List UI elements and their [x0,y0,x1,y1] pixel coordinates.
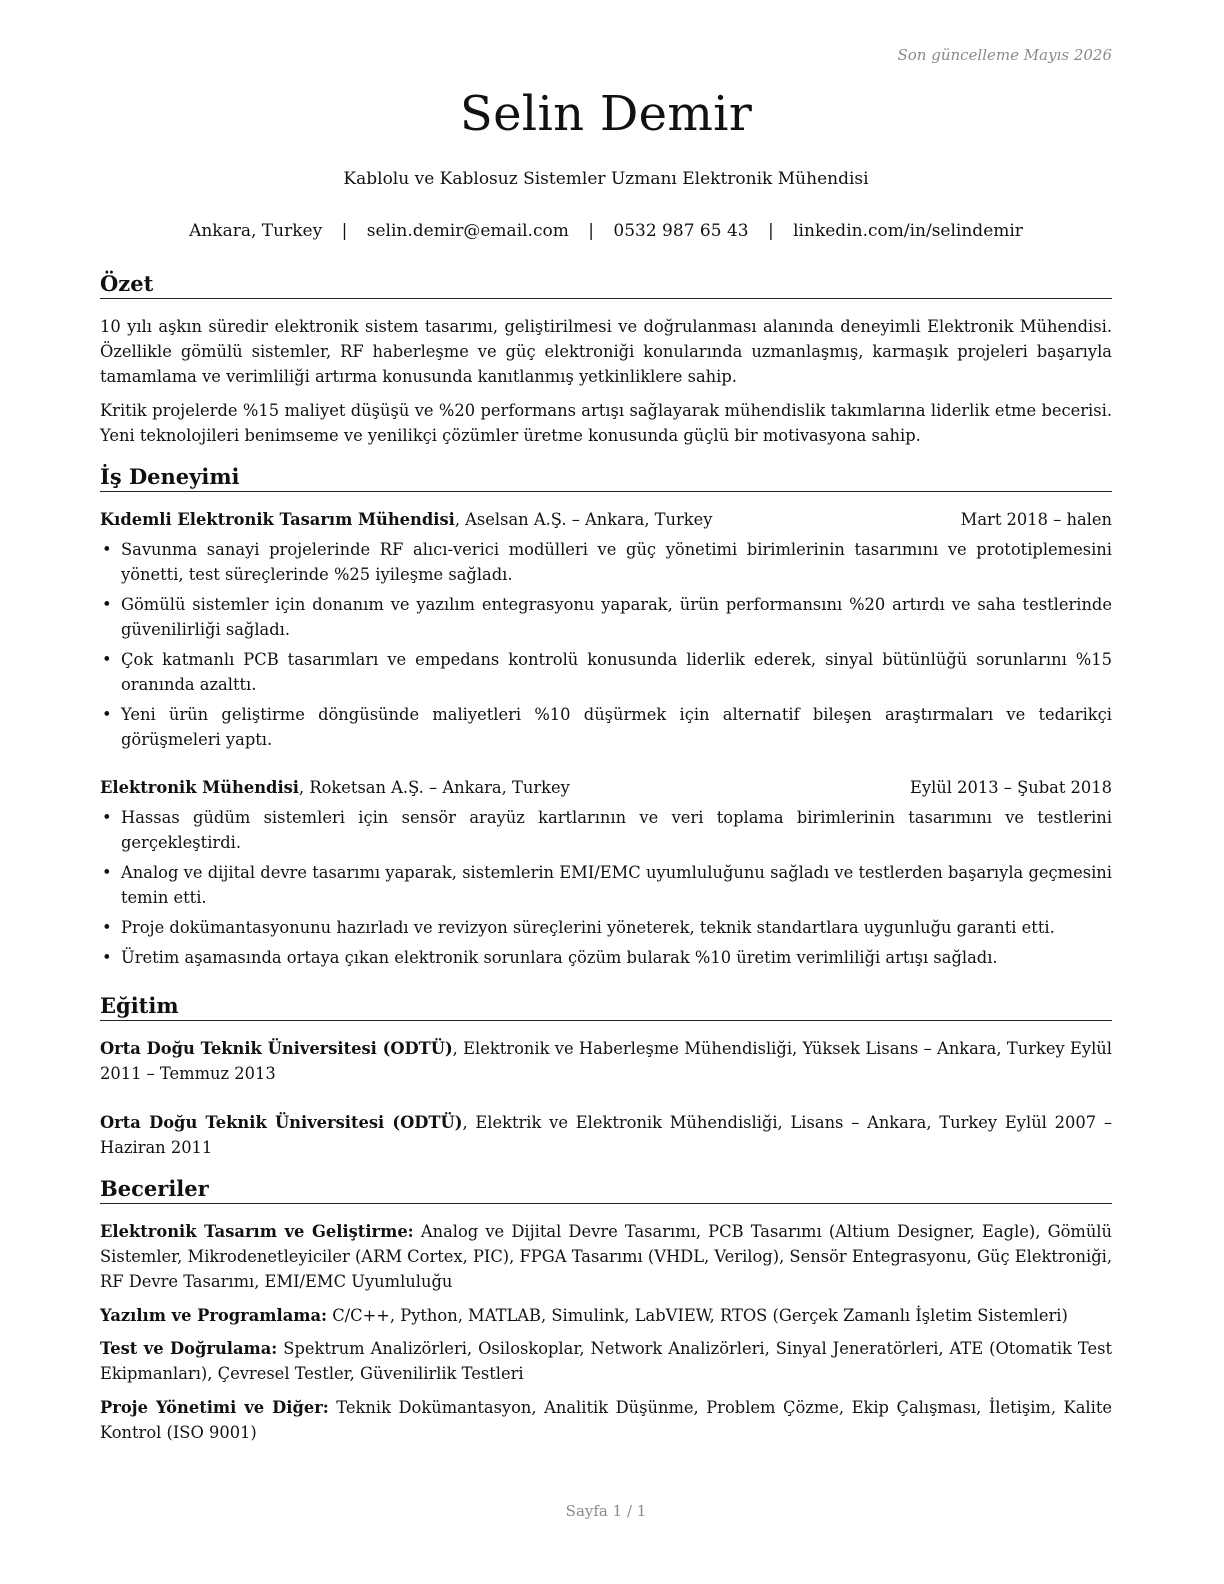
job-bullet [100,805,1112,855]
job-org: , Roketsan A.Ş. – Ankara, Turkey [298,778,570,797]
skill-group-text: Teknik Dokümantasyon, Analitik Düşünme, Problem Çözme, Ekip Çalışması, İletişim, Kalite Kontrol (ISO 9001) [100,1398,1112,1442]
education-item [100,1036,1112,1086]
skill-group [100,1219,1112,1294]
skill-group-label: Proje Yönetimi ve Diğer: [100,1398,329,1417]
skill-group-text: C/C++, Python, MATLAB, Simulink, LabVIEW, RTOS (Gerçek Zamanlı İşletim Sistemleri) [327,1306,1068,1325]
job-bullet-text: Savunma sanayi projelerinde RF alıcı-verici modülleri ve güç yönetimi birimlerinin tasarımını ve prototiplemesini yönetti, test süreçlerinde %25 iyileşme sağladı. [121,540,1112,584]
page-number: Sayfa 1 / 1 [565,1502,647,1520]
job-bullet-text: Üretim aşamasında ortaya çıkan elektronik sorunlara çözüm bularak %10 üretim verimliliği artışı sağladı. [121,948,998,967]
job-bullet [100,592,1112,642]
section-title-experience: İş Deneyimi [100,464,1112,492]
candidate-tagline: Kablolu ve Kablosuz Sistemler Uzmanı Elektronik Mühendisi [343,169,869,189]
job-bullet [100,860,1112,910]
skill-group [100,1336,1112,1386]
job-bullet-text: Gömülü sistemler için donanım ve yazılım entegrasyonu yaparak, ürün performansını %20 artırdı ve saha testlerinde güvenilirliği sağladı. [121,595,1112,639]
job-bullet [100,945,1112,970]
education-school: Orta Doğu Teknik Üniversitesi (ODTÜ) [100,1113,463,1132]
job-dates: Eylül 2013 – Şubat 2018 [909,778,1112,797]
section-title-skills: Beceriler [100,1176,1112,1204]
job-bullet [100,915,1112,940]
job-bullet [100,647,1112,697]
summary-paragraph-1: 10 yılı aşkın süredir elektronik sistem tasarımı, geliştirilmesi ve doğrulanması alanında deneyimli Elektronik Mühendisi. Özellikle gömülü sistemler, RF haberleşme ve güç elektroniği konularında uzmanlaşmış, karmaşık projeleri başarıyla tamamlama ve verimliliği artırma konusunda kanıtlanmış yetkinliklere sahip. [100,317,1112,386]
resume-page [100,0,1112,1584]
education-dates: Eylül 2007 – Haziran 2011 [100,1113,1112,1157]
job-bullet-text: Analog ve dijital devre tasarımı yaparak, sistemlerin EMI/EMC uyumluluğunu sağladı ve testlerden başarıyla geçmesini temin etti. [121,863,1112,907]
job-bullet [100,702,1112,752]
candidate-name: Selin Demir [459,86,753,142]
summary-paragraph-2: Kritik projelerde %15 maliyet düşüşü ve %20 performans artışı sağlayarak mühendislik takımlarına liderlik etme becerisi. Yeni teknolojileri benimseme ve yenilikçi çözümler üretme konusunda güçlü bir motivasyona sahip. [100,401,1112,445]
education-degree: , Elektronik ve Haberleşme Mühendisliği, Yüksek Lisans – Ankara, Turkey [452,1039,1065,1058]
education-school: Orta Doğu Teknik Üniversitesi (ODTÜ) [100,1039,453,1058]
contact-separator: | [588,221,594,241]
job-header [100,775,1112,800]
job-header [100,507,1112,532]
section-title-summary: Özet [100,271,1112,299]
contact-separator: | [341,221,348,241]
job-bullets [100,537,1112,757]
job-bullet-text: Proje dokümantasyonunu hazırladı ve revizyon süreçlerini yöneterek, teknik standartlara uygunluğu garanti etti. [121,918,1055,937]
bullet-marker: • [102,918,112,937]
skill-group-text: Spektrum Analizörleri, Osiloskoplar, Network Analizörleri, Sinyal Jeneratörleri, ATE (Otomatik Test Ekipmanları), Çevresel Testler, Güvenilirlik Testleri [100,1339,1112,1383]
skill-group-text: Analog ve Dijital Devre Tasarımı, PCB Tasarımı (Altium Designer, Eagle), Gömülü Sistemler, Mikrodenetleyiciler (ARM Cortex, PIC), FPGA Tasarımı (VHDL, Verilog), Sensör Entegrasyonu, Güç Elektroniği, RF Devre Tasarımı, EMI/EMC Uyumluluğu [100,1222,1112,1291]
contact-email[interactable]: selin.demir@email.com [366,221,569,241]
section-title-education: Eğitim [100,993,1112,1021]
job-bullet [100,537,1112,587]
skill-group [100,1303,1112,1328]
contact-separator: | [767,221,774,241]
bullet-marker: • [102,948,112,967]
job-bullet-text: Hassas güdüm sistemleri için sensör arayüz kartlarının ve veri toplama birimlerinin tasarımını ve testlerini gerçekleştirdi. [121,808,1112,852]
job-role: Kıdemli Elektronik Tasarım Mühendisi [100,510,455,529]
job-bullet-text: Yeni ürün geliştirme döngüsünde maliyetleri %10 düşürmek için alternatif bileşen araştırmaları ve tedarikçi görüşmeleri yaptı. [121,705,1112,749]
education-dates: Eylül 2011 – Temmuz 2013 [100,1039,1112,1083]
bullet-marker: • [102,650,112,669]
contact-line [100,219,1112,243]
job-bullet-text: Çok katmanlı PCB tasarımları ve empedans kontrolü konusunda liderlik ederek, sinyal bütünlüğü sorunlarını %15 oranında azalttı. [121,650,1112,694]
contact-phone: 0532 987 65 43 [613,221,749,241]
education-degree: , Elektrik ve Elektronik Mühendisliği, Lisans – Ankara, Turkey [462,1113,998,1132]
bullet-marker: • [102,705,112,724]
skill-group [100,1395,1112,1445]
education-item [100,1110,1112,1160]
bullet-marker: • [102,808,112,827]
contact-linkedin[interactable]: linkedin.com/in/selindemir [793,221,1023,241]
job-bullets [100,805,1112,975]
last-updated-note: Son güncelleme Mayıs 2026 [897,46,1112,64]
job-org: , Aselsan A.Ş. – Ankara, Turkey [454,510,713,529]
bullet-marker: • [102,595,112,614]
contact-location: Ankara, Turkey [189,221,323,241]
bullet-marker: • [102,863,112,882]
skill-group-label: Elektronik Tasarım ve Geliştirme: [100,1222,414,1241]
bullet-marker: • [102,540,112,559]
skill-group-label: Yazılım ve Programlama: [100,1306,328,1325]
job-dates: Mart 2018 – halen [960,510,1112,529]
job-role: Elektronik Mühendisi [100,778,299,797]
skill-group-label: Test ve Doğrulama: [100,1339,278,1358]
